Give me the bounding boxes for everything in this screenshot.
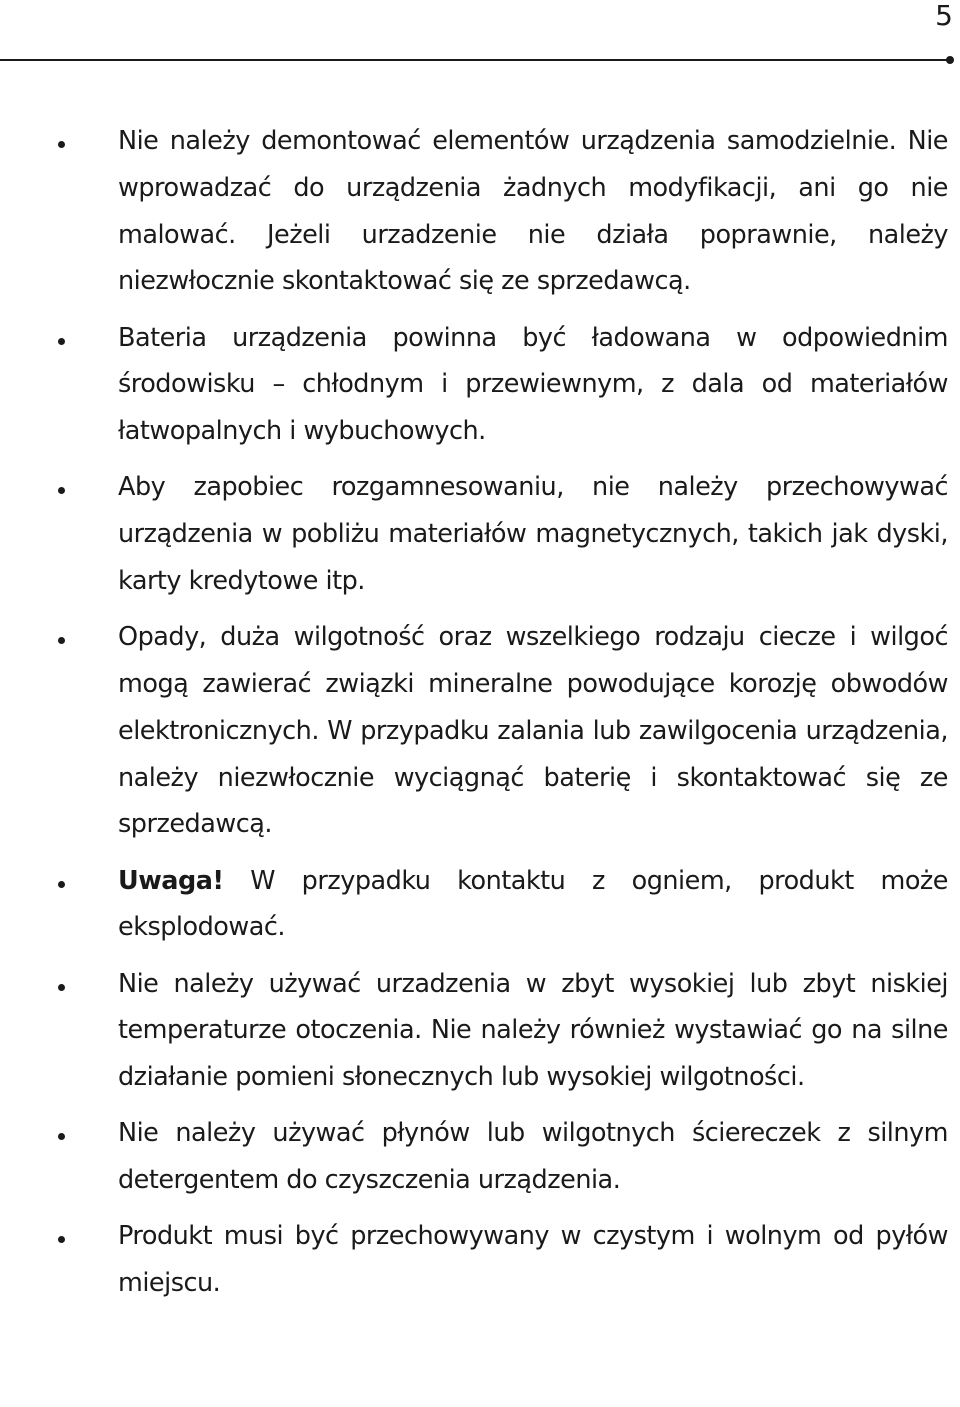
list-item [0, 315, 948, 455]
list-item [0, 614, 948, 848]
list-item-text: Opady, duża wilgotność oraz wszelkiego rodzaju ciecze i wilgoć mogą zawierać związki mineralne powodujące korozję obwodów elektronicznych. W przypadku zalania lub zawilgocenia urządzenia, należy niezwłocznie wyciągnąć baterię i skontaktować się ze sprzedawcą. [118, 622, 948, 840]
list-item-text: W przypadku kontaktu z ogniem, produkt może eksplodować. [118, 865, 948, 943]
warning-label: Uwaga! [118, 865, 224, 896]
safety-instructions-list [0, 118, 960, 1307]
list-item-text: Nie należy demontować elementów urządzenia samodzielnie. Nie wprowadzać do urządzenia żadnych modyfikacji, ani go nie malować. Jeżeli urzadzenie nie działa poprawnie, należy niezwłocznie skontaktować się ze sprzedawcą. [118, 126, 948, 297]
warning-text [118, 858, 948, 952]
bullet-icon [58, 487, 65, 494]
list-item-text: Produkt musi być przechowywany w czystym i wolnym od pyłów miejscu. [118, 1221, 948, 1299]
list-item-text: Nie należy używać płynów lub wilgotnych ściereczek z silnym detergentem do czyszczenia urządzenia. [118, 1118, 948, 1196]
bullet-icon [58, 984, 65, 991]
bullet-icon [58, 1133, 65, 1140]
list-item [0, 464, 948, 604]
bullet-icon [58, 338, 65, 345]
list-item [0, 1110, 948, 1204]
list-item [0, 1213, 948, 1307]
list-item [0, 118, 948, 305]
list-item-text: Bateria urządzenia powinna być ładowana w odpowiednim środowisku – chłodnym i przewiewnym, z dala od materiałów łatwopalnych i wybuchowych. [118, 322, 948, 447]
header-rule [0, 59, 950, 61]
list-item-warning [0, 858, 948, 952]
bullet-icon [58, 1236, 65, 1243]
bullet-icon [58, 881, 65, 888]
bullet-icon [58, 141, 65, 148]
header-rule-dot [946, 56, 954, 64]
bullet-icon [58, 637, 65, 644]
list-item-text: Nie należy używać urzadzenia w zbyt wysokiej lub zbyt niskiej temperaturze otoczenia. Nie należy również wystawiać go na silne działanie pomieni słonecznych lub wysokiej wilgotności. [118, 968, 948, 1093]
list-item-text: Aby zapobiec rozgamnesowaniu, nie należy przechowywać urządzenia w pobliżu materiałów magnetycznych, takich jak dyski, karty kredytowe itp. [118, 472, 948, 596]
list-item [0, 961, 948, 1101]
page-number: 5 [935, 0, 953, 32]
